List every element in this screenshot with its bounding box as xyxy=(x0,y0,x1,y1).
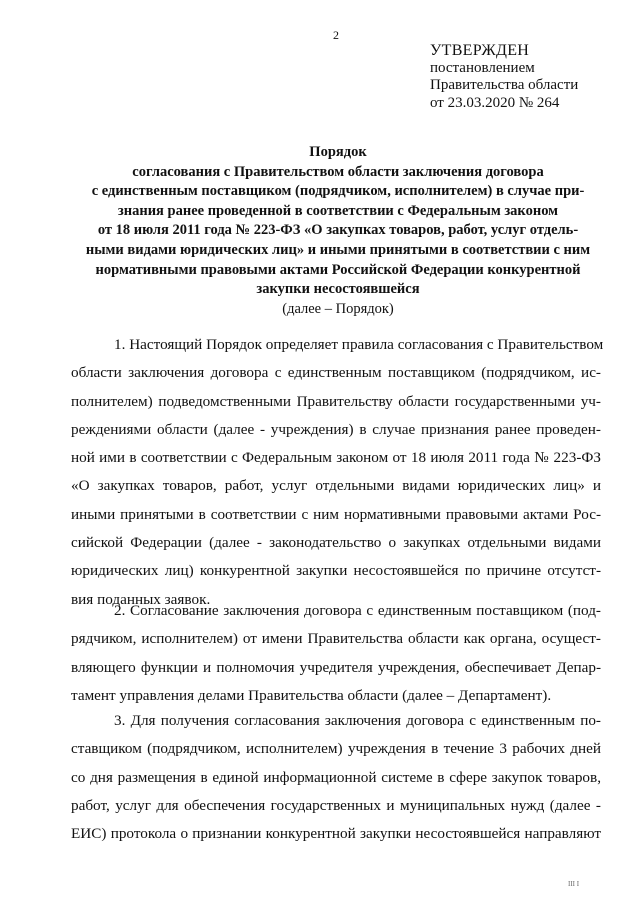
footer-mark: ІІІ І xyxy=(568,880,580,888)
text-line: «О закупках товаров, работ, услуг отдельными видами юридических лиц» и xyxy=(71,477,601,495)
title-line: от 18 июля 2011 года № 223-ФЗ «О закупках товаров, работ, услуг отдель- xyxy=(97,222,579,239)
text-line: рядчиком, исполнителем) от имени Правительства области как органа, осущест- xyxy=(71,630,601,648)
approval-stamp xyxy=(430,42,578,112)
text-line: полнителем) подведомственными Правительству области государственными уч- xyxy=(71,392,601,410)
approval-title: УТВЕРЖДЕН xyxy=(430,42,530,59)
title-line: ными видами юридических лиц» и иными принятыми в соответствии с ним xyxy=(85,241,591,258)
text-line: 1. Настоящий Порядок определяет правила согласования с Правительством xyxy=(114,336,604,353)
text-line: ной ими в соответствии с Федеральным законом от 18 июля 2011 года № 223-ФЗ xyxy=(71,449,601,467)
approval-line-1: постановлением xyxy=(430,59,535,76)
text-line: юридических лиц) конкурентной закупки несостоявшейся по причине отсутст- xyxy=(71,562,601,580)
text-line: реждениями области (далее - учреждения) в случае признания ранее проведен- xyxy=(71,420,601,438)
title-line: нормативными правовыми актами Российской Федерации конкурентной xyxy=(95,261,581,278)
text-line: 3. Для получения согласования заключения договора с единственным по- xyxy=(114,712,601,729)
approval-line-2: Правительства области xyxy=(430,77,579,93)
text-line: работ, услуг для обеспечения государственных и муниципальных нужд (далее - xyxy=(71,796,601,814)
paragraph-2 xyxy=(71,597,601,710)
text-line: вия поданных заявок. xyxy=(71,590,211,608)
text-line: ЕИС) протокола о признании конкурентной закупки несостоявшейся направляют xyxy=(71,825,601,843)
approval-line-3: от 23.03.2020 № 264 xyxy=(430,94,560,111)
title-line: согласования с Правительством области заключения договора xyxy=(132,163,544,180)
text-line: вляющего функции и полномочия учредителя учреждения, обеспечивает Депар- xyxy=(71,658,601,676)
text-line: области заключения договора с единственным поставщиком (подрядчиком, ис- xyxy=(71,364,601,382)
title-subtitle: (далее – Порядок) xyxy=(282,300,394,317)
title-line: с единственным поставщиком (подрядчиком, исполнителем) в случае при- xyxy=(91,183,585,200)
text-line: ставщиком (подрядчиком, исполнителем) учреждения в течение 3 рабочих дней xyxy=(71,740,601,758)
title-line: закупки несостоявшейся xyxy=(256,281,420,298)
paragraph-3 xyxy=(71,707,601,848)
page-number: 2 xyxy=(333,28,339,42)
title-heading: Порядок xyxy=(309,144,367,160)
text-line: 2. Согласование заключения договора с единственным поставщиком (под- xyxy=(114,602,601,619)
paragraph-1 xyxy=(71,331,604,614)
text-line: сийской Федерации (далее - законодательство о закупках отдельными видами xyxy=(71,534,601,552)
text-line: иными принятыми в соответствии с ним нормативными правовыми актами Рос- xyxy=(71,505,601,523)
text-line: со дня размещения в единой информационной системе в сфере закупок товаров, xyxy=(71,768,601,786)
title-line: знания ранее проведенной в соответствии с Федеральным законом xyxy=(117,202,559,219)
text-line: тамент управления делами Правительства области (далее – Департамент). xyxy=(71,686,552,704)
document-title xyxy=(60,143,616,319)
